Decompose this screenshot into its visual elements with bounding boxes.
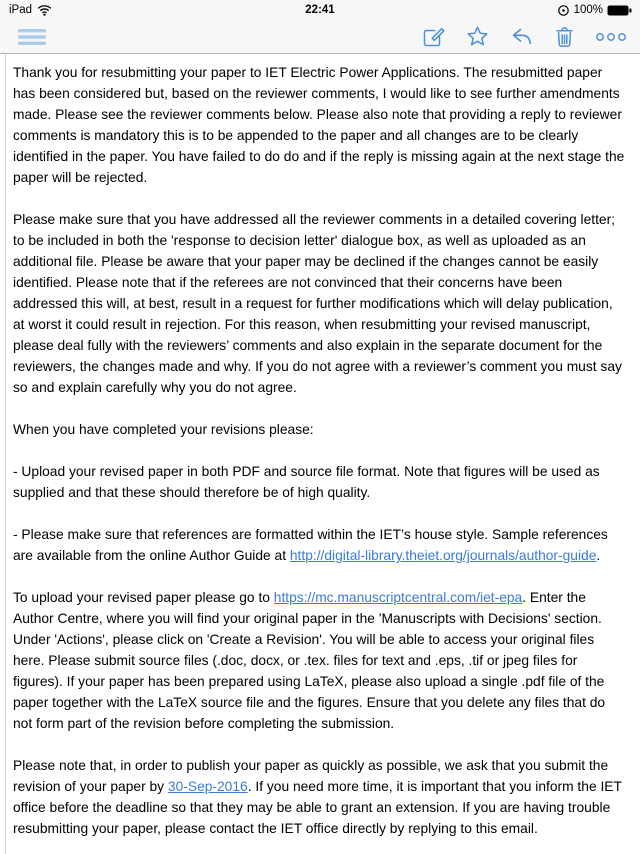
email-link[interactable]: https://mc.manuscriptcentral.com/iet-epa: [273, 590, 523, 605]
email-paragraph: [13, 755, 628, 839]
email-text: . If you need more time, it is important that you inform the IET office before the deadline so that they may be able to grant an extension. If you are having trouble resubmitting your paper, please contact the IET office directly by replying to this email.: [13, 779, 622, 836]
carrier-label: iPad: [9, 4, 33, 16]
star-icon[interactable]: [465, 24, 490, 49]
orientation-lock-icon: [557, 4, 570, 17]
email-paragraph: [13, 209, 628, 398]
email-text: Please note that, in order to publish your paper as quickly as possible, we ask that you submit the revision of your paper by: [13, 758, 609, 794]
compose-icon[interactable]: [421, 24, 446, 49]
status-time: 22:41: [305, 4, 335, 16]
email-text: . Enter the Author Centre, where you will find your original paper in the 'Manuscripts with Decisions' section. Under 'Actions', please click on 'Create a Revision'. You will be able to access your original files here. Please submit source files (.doc, docx, or .tex. files for text and .eps, .tif or jpeg files for figures). If your paper has been prepared using LaTeX, please also upload a single .pdf file of the paper together with the LaTeX source file and the figures. Ensure that you delete any files that do not form part of the revision before completing the submission.: [13, 590, 606, 731]
email-link[interactable]: 30-Sep-2016: [167, 779, 248, 794]
battery-icon: [607, 5, 632, 16]
reply-icon[interactable]: [509, 24, 534, 49]
email-text: When you have completed your revisions please:: [13, 422, 314, 437]
email-text: - Upload your revised paper in both PDF and source file format. Note that figures will be used as supplied and that these should therefore be of high quality.: [13, 464, 600, 500]
email-paragraph: [13, 419, 628, 440]
wifi-icon: [37, 5, 52, 16]
battery-percent-label: 100%: [573, 4, 603, 16]
menu-icon[interactable]: [18, 27, 46, 47]
email-paragraph: [13, 62, 628, 188]
email-text: .: [596, 548, 601, 563]
email-link[interactable]: http://digital-library.theiet.org/journals/author-guide: [289, 548, 597, 563]
email-text: Please make sure that you have addressed all the reviewer comments in a detailed covering letter; to be included in both the 'response to decision letter' dialogue box, as well as uploaded as an additional file. Please be aware that your paper may be declined if the changes cannot be easily identified. Please note that if the referees are not convinced that their concerns have been addressed this will, at best, result in a request for further modifications which will delay publication, at worst it could result in rejection. For this reason, when resubmitting your revised manuscript, please deal fully with the reviewers’ comments and also explain in the separate document for the reviewers, the changes made and why. If you do not agree with a reviewer’s comment you must say so and explain carefully why you do not agree.: [13, 212, 622, 395]
email-text: To upload your revised paper please go to: [13, 590, 274, 605]
email-text: - Please make sure that references are formatted within the IET’s house style. Sample references are available from the online Author Guide at: [13, 527, 608, 563]
email-paragraph: [13, 524, 628, 566]
email-paragraph: [13, 461, 628, 503]
more-icon[interactable]: [595, 31, 627, 43]
email-paragraph: [13, 587, 628, 734]
email-text: Thank you for resubmitting your paper to IET Electric Power Applications. The resubmitted paper has been considered but, based on the reviewer comments, I would like to see further amendments made. Please see the reviewer comments below. Please also note that providing a reply to reviewer comments is mandatory this is to be appended to the paper and all changes are to be clearly identified in the paper. You have failed to do do and if the reply is missing again at the next stage the paper will be rejected.: [13, 65, 625, 185]
trash-icon[interactable]: [553, 24, 576, 49]
mail-toolbar: [0, 20, 640, 54]
status-bar: [0, 0, 640, 20]
email-body: [5, 54, 640, 854]
